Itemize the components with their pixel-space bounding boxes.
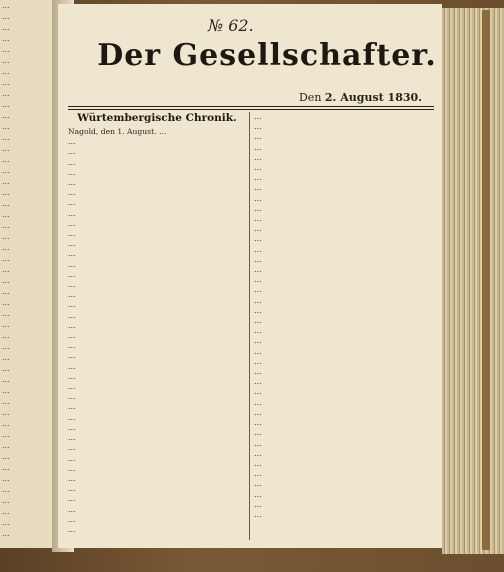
text-line: … [68, 259, 76, 269]
left-page-line: … [2, 276, 10, 285]
text-line: … [68, 402, 76, 412]
left-column-text [68, 127, 246, 535]
left-page-line: … [2, 529, 10, 538]
text-line: … [68, 433, 76, 443]
page-edges [442, 8, 504, 554]
text-line: … [68, 310, 76, 320]
left-page-line: … [2, 485, 10, 494]
text-line: … [68, 178, 76, 188]
left-page-line: … [2, 254, 10, 263]
text-line: … [68, 341, 76, 351]
text-line: … [254, 499, 262, 509]
text-line: … [254, 275, 262, 285]
right-column [254, 112, 432, 542]
left-page-line: … [2, 155, 10, 164]
left-page-line: … [2, 430, 10, 439]
left-page-line: … [2, 463, 10, 472]
left-page-line: … [2, 133, 10, 142]
text-line: … [68, 371, 76, 381]
text-line: … [68, 198, 76, 208]
left-page-line: … [2, 353, 10, 362]
text-line: … [68, 249, 76, 259]
text-line: … [68, 331, 76, 341]
date-value: 2. August 1830. [324, 91, 422, 104]
header-rule [68, 106, 434, 107]
text-line: … [254, 438, 262, 448]
text-line: … [254, 244, 262, 254]
text-line: … [254, 152, 262, 162]
left-page-line: … [2, 232, 10, 241]
left-page-line: … [2, 144, 10, 153]
text-line: … [68, 137, 76, 147]
text-line: Nagold, den 1. August. … [68, 127, 167, 136]
text-line: … [254, 356, 262, 366]
left-page-line: … [2, 56, 10, 65]
text-line: … [68, 422, 76, 432]
text-line: … [254, 234, 262, 244]
text-line: … [254, 418, 262, 428]
text-line: … [254, 183, 262, 193]
text-line: … [254, 489, 262, 499]
text-line: … [254, 428, 262, 438]
text-line: … [254, 387, 262, 397]
text-line: … [68, 351, 76, 361]
text-line: … [68, 473, 76, 483]
text-line: … [254, 265, 262, 275]
left-page-line: … [2, 67, 10, 76]
left-page-line: … [2, 287, 10, 296]
text-line: … [254, 305, 262, 315]
left-page-line: … [2, 265, 10, 274]
header-rule-double [68, 109, 434, 110]
left-page-line: … [2, 386, 10, 395]
text-line: … [68, 412, 76, 422]
text-line: … [254, 193, 262, 203]
text-line: … [254, 203, 262, 213]
left-page-line: … [2, 518, 10, 527]
left-page-line: … [2, 199, 10, 208]
left-page-line: … [2, 375, 10, 384]
text-line: … [68, 504, 76, 514]
text-line: … [254, 448, 262, 458]
left-page-text [0, 0, 56, 539]
text-line: … [68, 188, 76, 198]
text-line: … [68, 280, 76, 290]
text-line: … [68, 218, 76, 228]
left-page [0, 0, 56, 548]
text-line: … [68, 269, 76, 279]
text-line: … [68, 239, 76, 249]
dateline [299, 91, 422, 104]
left-page-line: … [2, 177, 10, 186]
left-page-line: … [2, 408, 10, 417]
text-line: … [68, 382, 76, 392]
text-line: … [254, 173, 262, 183]
text-line: … [254, 509, 262, 519]
text-line: … [254, 142, 262, 152]
left-page-line: … [2, 309, 10, 318]
text-line: … [254, 397, 262, 407]
left-page-line: … [2, 452, 10, 461]
left-page-line: … [2, 419, 10, 428]
book-cover-edge [482, 10, 490, 550]
left-page-line: … [2, 23, 10, 32]
text-line: … [68, 320, 76, 330]
text-line: … [254, 112, 262, 121]
text-line: … [254, 377, 262, 387]
left-page-line: … [2, 221, 10, 230]
text-line: … [254, 326, 262, 336]
left-page-line: … [2, 320, 10, 329]
left-page-line: … [2, 166, 10, 175]
left-page-line: … [2, 1, 10, 10]
text-line: … [254, 336, 262, 346]
text-line: … [254, 346, 262, 356]
text-line: … [68, 167, 76, 177]
left-page-line: … [2, 122, 10, 131]
left-page-line: … [2, 243, 10, 252]
text-line: … [68, 229, 76, 239]
text-line: … [254, 316, 262, 326]
text-line: … [254, 367, 262, 377]
left-page-line: … [2, 507, 10, 516]
left-page-line: … [2, 188, 10, 197]
text-line: … [68, 524, 76, 534]
text-line: … [254, 458, 262, 468]
text-line: … [68, 361, 76, 371]
text-line: … [68, 443, 76, 453]
issue-number: № 62. [208, 16, 254, 35]
left-page-line: … [2, 474, 10, 483]
left-page-line: … [2, 100, 10, 109]
left-page-line: … [2, 397, 10, 406]
text-line: … [254, 214, 262, 224]
text-line: … [254, 295, 262, 305]
text-line: … [254, 122, 262, 132]
text-line: … [68, 157, 76, 167]
left-page-line: … [2, 111, 10, 120]
left-column [68, 112, 246, 542]
text-line: … [68, 300, 76, 310]
left-page-line: … [2, 45, 10, 54]
text-line: … [254, 163, 262, 173]
text-line: … [68, 463, 76, 473]
text-line: … [68, 453, 76, 463]
text-line: … [68, 494, 76, 504]
left-page-line: … [2, 496, 10, 505]
text-line: … [68, 290, 76, 300]
masthead-title: Der Gesellschafter. [97, 38, 437, 73]
left-page-line: … [2, 78, 10, 87]
left-page-line: … [2, 89, 10, 98]
left-page-line: … [2, 364, 10, 373]
left-page-line: … [2, 331, 10, 340]
text-line: … [254, 132, 262, 142]
text-line: … [68, 147, 76, 157]
text-line: … [254, 254, 262, 264]
left-page-line: … [2, 12, 10, 21]
text-line: … [254, 285, 262, 295]
text-line: … [254, 407, 262, 417]
text-line: … [68, 514, 76, 524]
text-line: … [254, 479, 262, 489]
right-column-text [254, 112, 432, 520]
date-prefix: Den [298, 91, 322, 104]
left-page-line: … [2, 342, 10, 351]
text-line: … [254, 224, 262, 234]
text-line: … [254, 469, 262, 479]
left-page-line: … [2, 34, 10, 43]
section-heading: Würtembergische Chronik. [77, 112, 237, 124]
left-page-line: … [2, 298, 10, 307]
left-page-line: … [2, 441, 10, 450]
text-line: … [68, 392, 76, 402]
text-line: … [68, 208, 76, 218]
newspaper-page [58, 4, 442, 548]
text-line: … [68, 484, 76, 494]
left-page-line: … [2, 210, 10, 219]
column-divider [249, 112, 250, 540]
